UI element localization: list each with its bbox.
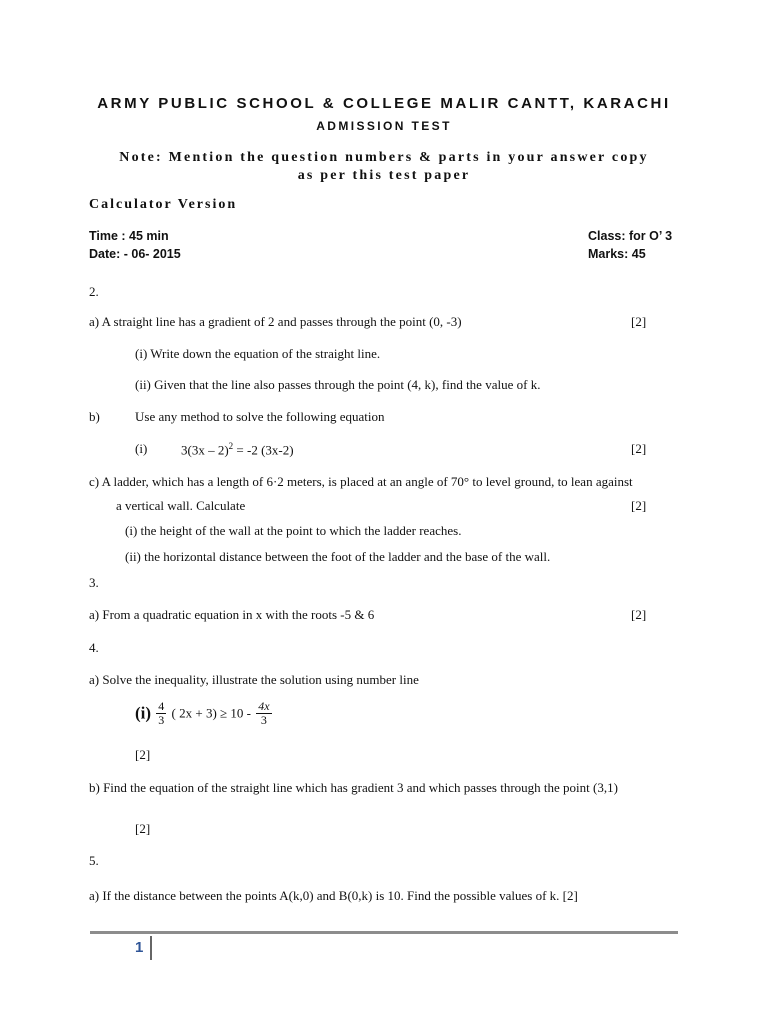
fraction-numerator: 4x (258, 699, 270, 713)
question-4a-inequality (135, 700, 274, 727)
equation-right: = -2 (3x-2) (233, 442, 294, 458)
question-2b-equation (181, 441, 294, 458)
question-2c-marks: [2] (631, 498, 647, 513)
class-label: Class: for O’ 3 (588, 229, 673, 243)
fraction-denominator: 3 (260, 713, 267, 727)
fraction-four-x-thirds (256, 700, 271, 727)
question-2b-i-label: (i) (135, 441, 148, 456)
version-label: Calculator Version (89, 197, 238, 212)
question-5a-text: a) If the distance between the points A(k,0) and B(0,k) is 10. Find the possible values of k. [2] (89, 888, 578, 903)
question-2b-text: Use any method to solve the following equation (135, 409, 385, 424)
note-line-2: as per this test paper (297, 168, 471, 183)
marks-label: Marks: 45 (588, 247, 646, 261)
question-3a-text: a) From a quadratic equation in x with the roots -5 & 6 (89, 607, 375, 622)
school-title: ARMY PUBLIC SCHOOL & COLLEGE MALIR CANTT, KARACHI (97, 95, 671, 112)
question-4b-marks: [2] (135, 821, 151, 836)
question-2a-i: (i) Write down the equation of the straight line. (135, 346, 381, 361)
question-2a-marks: [2] (631, 314, 647, 329)
question-3a-marks: [2] (631, 607, 647, 622)
footer-divider (90, 931, 678, 934)
fraction-denominator: 3 (158, 713, 165, 727)
question-2b-marks: [2] (631, 441, 647, 456)
question-2c-i: (i) the height of the wall at the point to which the ladder reaches. (125, 523, 462, 538)
question-2c-line-2: a vertical wall. Calculate (116, 498, 246, 513)
page-number-separator (150, 936, 152, 960)
question-4a-marks: [2] (135, 747, 151, 762)
equation-exponent: 2 (228, 441, 234, 451)
time-label: Time : 45 min (89, 229, 169, 243)
question-2c-ii: (ii) the horizontal distance between the foot of the ladder and the base of the wall. (125, 549, 551, 564)
question-2-number: 2. (89, 284, 99, 299)
inequality-middle: ( 2x + 3) ≥ 10 - (171, 705, 255, 721)
fraction-numerator: 4 (158, 699, 165, 713)
question-2a-ii: (ii) Given that the line also passes through the point (4, k), find the value of k. (135, 377, 541, 392)
question-2c-line-1: c) A ladder, which has a length of 6·2 meters, is placed at an angle of 70° to level ground, to lean against (89, 474, 633, 489)
note-line-1: Note: Mention the question numbers & parts in your answer copy (119, 150, 649, 165)
test-title: ADMISSION TEST (316, 119, 452, 133)
question-4a-text: a) Solve the inequality, illustrate the solution using number line (89, 672, 419, 687)
question-5-number: 5. (89, 853, 99, 868)
date-label: Date: - 06- 2015 (89, 247, 181, 261)
instruction-note (0, 149, 768, 185)
question-4b-text: b) Find the equation of the straight line which has gradient 3 and which passes through the point (3,1) (89, 780, 618, 795)
inequality-label: (i) (135, 703, 152, 723)
question-3-number: 3. (89, 575, 99, 590)
question-4-number: 4. (89, 640, 99, 655)
question-2b-label: b) (89, 409, 100, 424)
page-number: 1 (135, 939, 144, 956)
equation-left: 3(3x – 2) (181, 442, 229, 458)
fraction-four-thirds (156, 700, 166, 727)
question-2a-text: a) A straight line has a gradient of 2 and passes through the point (0, -3) (89, 314, 462, 329)
